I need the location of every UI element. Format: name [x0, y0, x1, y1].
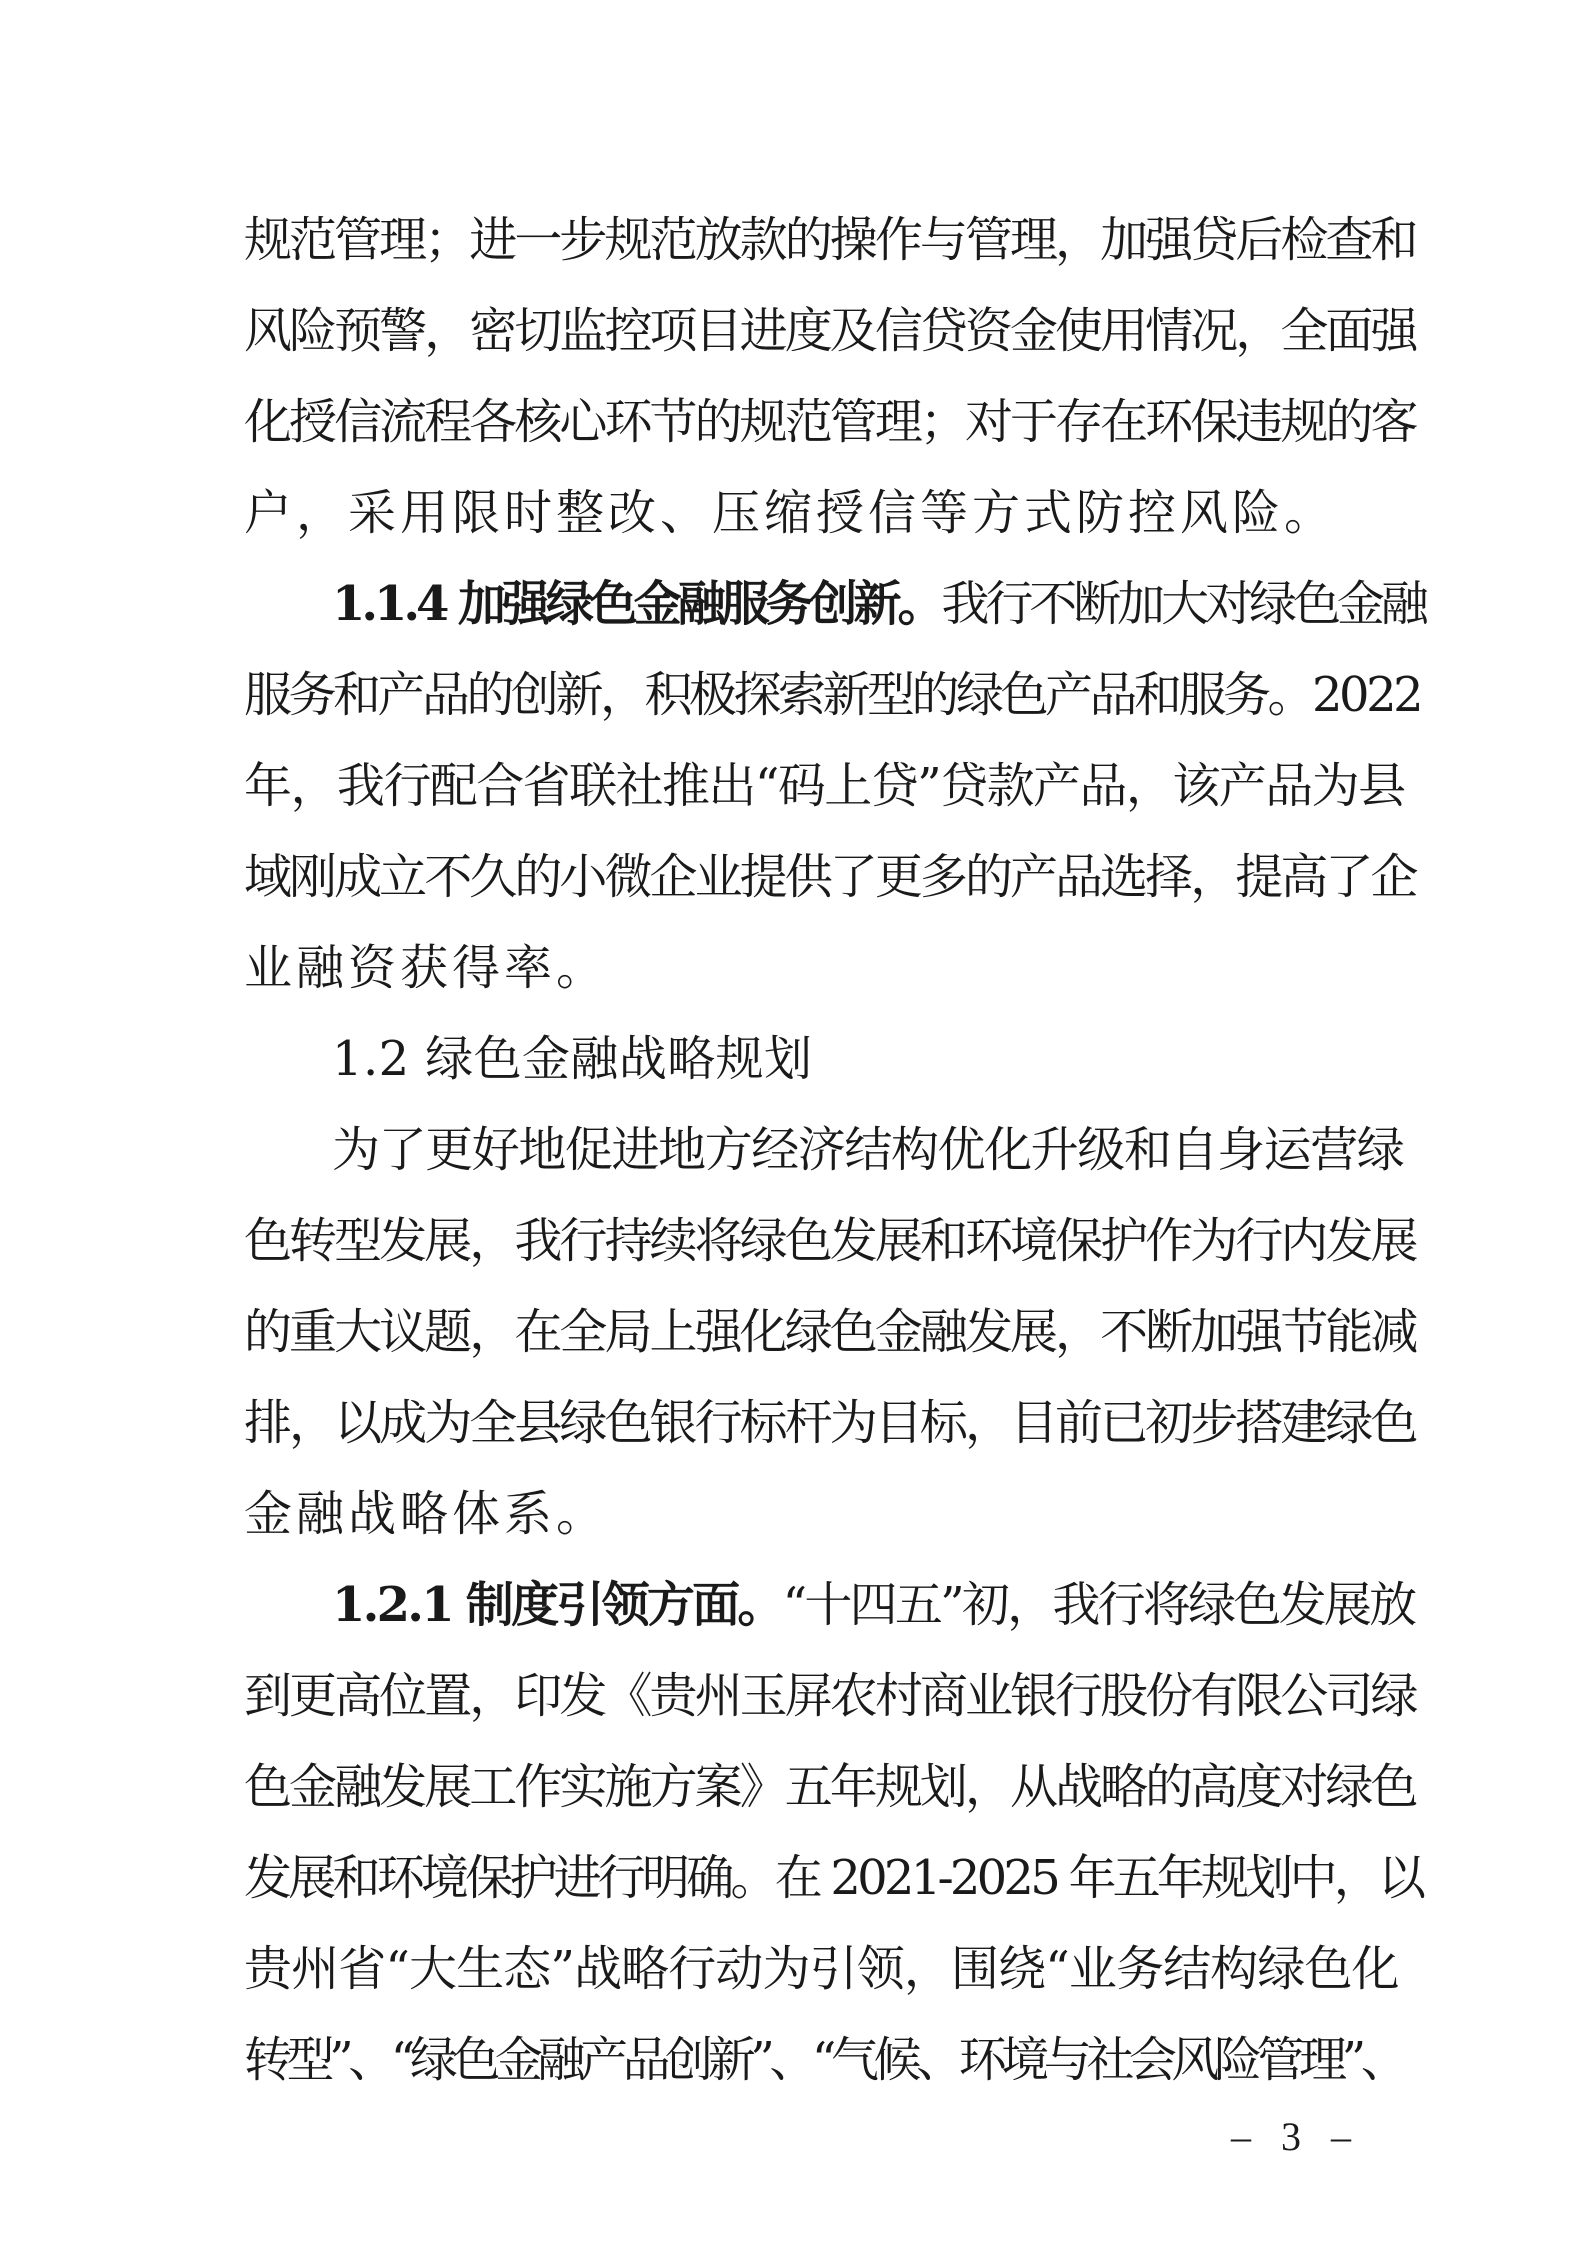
- paragraph-line: 年，我行配合省联社推出“码上贷”贷款产品，该产品为县: [244, 758, 1405, 814]
- paragraph-line: 排，以成为全县绿色银行标杆为目标，目前已初步搭建绿色: [244, 1395, 1416, 1451]
- section-heading-1-2: 1.2 绿色金融战略规划: [332, 1031, 813, 1087]
- paragraph-line: 色金融发展工作实施方案》五年规划，从战略的高度对绿色: [244, 1759, 1416, 1815]
- paragraph-line: 贵州省“大生态”战略行动为引领，围绕“业务结构绿色化: [244, 1941, 1399, 1997]
- paragraph-line: 的重大议题，在全局上强化绿色金融发展，不断加强节能减: [244, 1304, 1416, 1360]
- paragraph-line: 金融战略体系。: [244, 1486, 609, 1542]
- paragraph-line: 色转型发展，我行持续将绿色发展和环境保护作为行内发展: [244, 1213, 1416, 1269]
- section-heading-bold: 1.1.4 加强绿色金融服务创新。: [332, 576, 942, 632]
- section-heading-1-2-1: 1.2.1 制度引领方面。“十四五”初，我行将绿色发展放: [332, 1577, 1415, 1633]
- section-heading-bold: 1.2.1 制度引领方面。: [332, 1577, 783, 1633]
- paragraph-line: 业融资获得率。: [244, 940, 609, 996]
- section-heading-1-1-4: 1.1.4 加强绿色金融服务创新。我行不断加大对绿色金融: [332, 576, 1425, 632]
- paragraph-line: 转型”、“绿色金融产品创新”、“气候、环境与社会风险管理”、: [244, 2032, 1404, 2088]
- paragraph-line: 到更高位置，印发《贵州玉屏农村商业银行股份有限公司绿: [244, 1668, 1416, 1724]
- paragraph-line: 化授信流程各核心环节的规范管理；对于存在环保违规的客: [244, 394, 1416, 450]
- paragraph-line: 服务和产品的创新，积极探索新型的绿色产品和服务。2022: [244, 667, 1421, 723]
- paragraph-line: 域刚成立不久的小微企业提供了更多的产品选择，提高了企: [244, 849, 1416, 905]
- paragraph-line: 户，采用限时整改、压缩授信等方式防控风险。: [244, 485, 1337, 541]
- paragraph-line: 发展和环境保护进行明确。在 2021-2025 年五年规划中，以: [244, 1850, 1423, 1906]
- page-number: – 3 –: [1231, 2114, 1361, 2159]
- paragraph-line: 风险预警，密切监控项目进度及信贷资金使用情况，全面强: [244, 303, 1416, 359]
- paragraph-line: 规范管理；进一步规范放款的操作与管理，加强贷后检查和: [244, 212, 1416, 268]
- paragraph-line: 为了更好地促进地方经济结构优化升级和自身运营绿: [332, 1122, 1404, 1178]
